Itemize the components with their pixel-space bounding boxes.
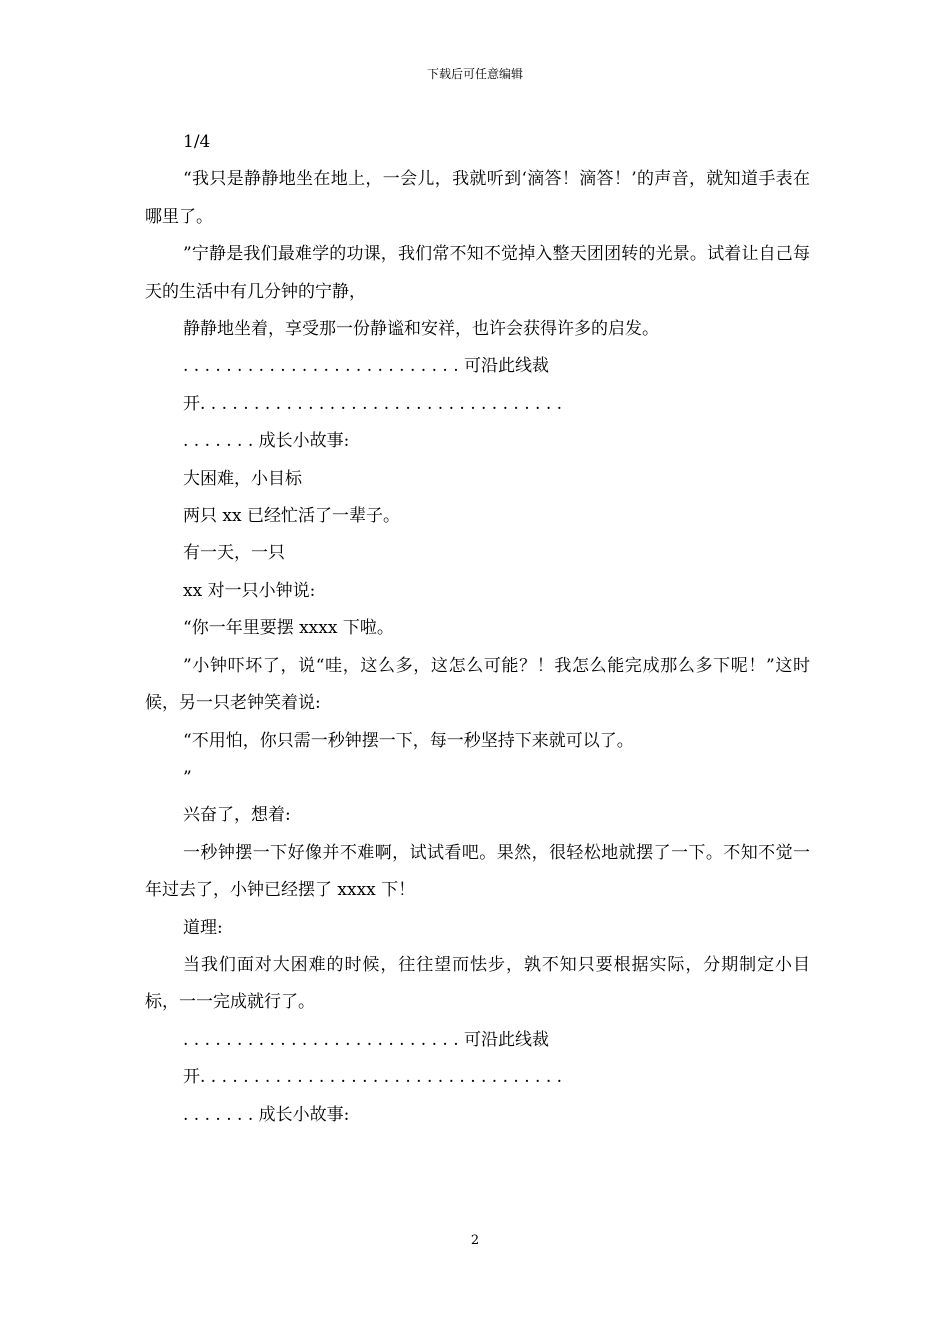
story-title: 大困难，小目标 (183, 468, 302, 489)
paragraph: “不用怕，你只需一秒钟摆一下，每一秒坚持下来就可以了。 (183, 730, 634, 751)
page-number: 2 (470, 1233, 480, 1248)
story-heading: . . . . . . . 成长小故事: (183, 431, 350, 452)
cut-line: . . . . . . . . . . . . . . . . . . . . . . . . . . 可沿此线裁 (183, 356, 549, 377)
moral-heading: 道理: (183, 917, 223, 938)
paragraph: 一秒钟摆一下好像并不难啊，试试看吧。果然，很轻松地就摆了一下。不知不觉一年过去了，小钟已经摆了 xxxx 下！ (145, 842, 810, 901)
cut-line-continued: 开. . . . . . . . . . . . . . . . . . . . . . . . . . . . . . . . . . (183, 1067, 563, 1088)
paragraph: 静静地坐着，享受那一份静谧和安祥，也许会获得许多的启发。 (183, 319, 659, 340)
paragraph: ”小钟吓坏了，说“哇，这么多，这怎么可能？！我怎么能完成那么多下呢！”这时候，另一只老钟笑着说: (145, 655, 810, 714)
page-header: 下载后可任意编辑 (426, 67, 523, 81)
paragraph: ” (183, 767, 192, 788)
document-body (145, 124, 810, 1134)
paragraph: ”宁静是我们最难学的功课，我们常不知不觉掉入整天团团转的光景。试着让自己每天的生活中有几分钟的宁静， (145, 244, 810, 302)
story-heading: . . . . . . . 成长小故事: (183, 1104, 350, 1125)
paragraph: xx 对一只小钟说: (183, 580, 316, 601)
paragraph: 两只 xx 已经忙活了一辈子。 (183, 506, 400, 527)
paragraph: “你一年里要摆 xxxx 下啦。 (183, 618, 394, 639)
paragraph: “我只是静静地坐在地上，一会儿，我就听到‘滴答！滴答！’的声音，就知道手表在哪里了。 (145, 169, 810, 227)
paragraph: 当我们面对大困难的时候，往往望而怯步，孰不知只要根据实际，分期制定小目标，一一完成就行了。 (145, 954, 810, 1013)
cut-line-continued: 开. . . . . . . . . . . . . . . . . . . . . . . . . . . . . . . . . . (183, 393, 563, 414)
page-fraction: 1/4 (183, 132, 211, 152)
cut-line: . . . . . . . . . . . . . . . . . . . . . . . . . . 可沿此线裁 (183, 1029, 549, 1050)
paragraph: 兴奋了，想着: (183, 805, 291, 826)
paragraph: 有一天，一只 (183, 543, 285, 564)
